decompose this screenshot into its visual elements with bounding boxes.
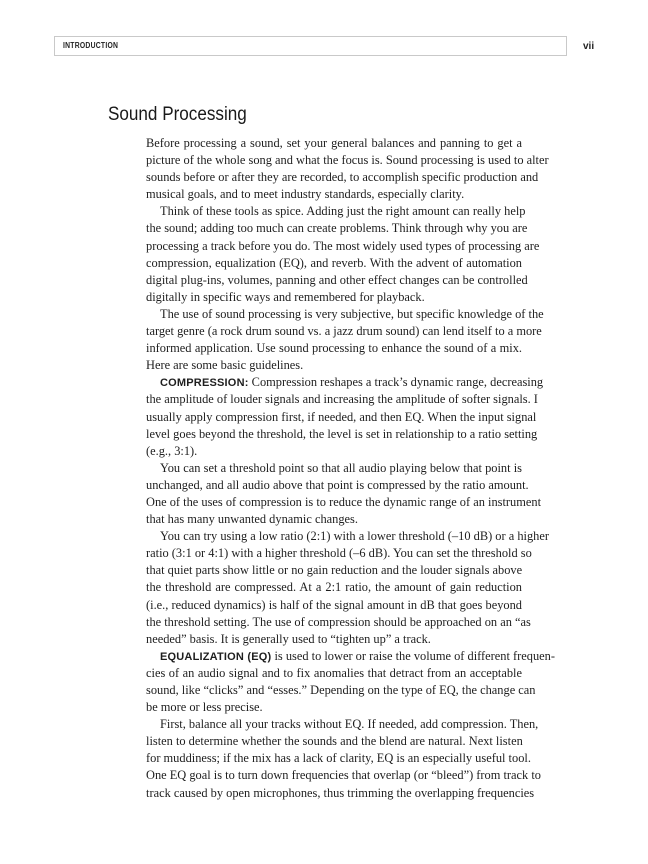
line-text: sound, like “clicks” and “esses.” Depending on the type of EQ, the change can	[146, 683, 536, 697]
text-line	[146, 460, 522, 477]
text-line	[146, 631, 522, 648]
text-line	[146, 289, 522, 306]
line-text: musical goals, and to meet industry standards, especially clarity.	[146, 187, 465, 202]
text-line	[146, 733, 522, 750]
line-text: You can set a threshold point so that all audio playing below that point is	[160, 460, 522, 475]
line-text: One of the uses of compression is to reduce the dynamic range of an instrument	[146, 494, 542, 509]
section-title: Sound Processing	[108, 104, 247, 125]
text-line	[146, 562, 522, 579]
text-line	[146, 494, 542, 511]
text-line	[146, 374, 544, 391]
text-line	[146, 579, 522, 596]
text-line	[146, 306, 544, 323]
line-text: level goes beyond the threshold, the level is set in relationship to a ratio setting	[146, 426, 538, 441]
body-text	[146, 135, 555, 802]
line-text: (i.e., reduced dynamics) is half of the signal amount in dB that goes beyond	[146, 597, 522, 612]
line-text: that quiet parts show little or no gain reduction and the louder signals above	[146, 563, 523, 578]
line-text: sounds before or after they are recorded, to accomplish specific production and	[146, 170, 539, 185]
running-head: INTRODUCTION	[63, 41, 119, 50]
running-header-box	[54, 36, 567, 56]
line-text: is used to lower or raise the volume of different frequen-	[271, 648, 555, 663]
paragraph	[146, 648, 555, 716]
line-text: picture of the whole song and what the focus is. Sound processing is used to alter	[146, 153, 549, 168]
text-line	[146, 323, 542, 340]
line-text: processing a track before you do. The most widely used types of processing are	[146, 238, 540, 253]
line-text: be more or less precise.	[146, 700, 263, 715]
line-text: Before processing a sound, set your general balances and panning to get a	[146, 136, 522, 150]
line-text: You can try using a low ratio (2:1) with a lower threshold (–10 dB) or a higher	[160, 529, 549, 544]
line-text: ratio (3:1 or 4:1) with a higher threshold (–6 dB). You can set the threshold so	[146, 546, 532, 561]
text-line	[146, 426, 538, 443]
text-line	[146, 255, 522, 272]
line-text: that has many unwanted dynamic changes.	[146, 512, 358, 527]
line-text: the sound; adding too much can create problems. Think through why you are	[146, 221, 528, 236]
text-line	[146, 545, 532, 562]
paragraph	[146, 306, 544, 374]
line-text: the threshold are compressed. At a 2:1 ratio, the amount of gain reduction	[146, 580, 522, 595]
text-line	[146, 186, 522, 203]
text-line	[146, 135, 522, 152]
text-line	[146, 409, 537, 426]
text-line	[146, 614, 531, 631]
text-line	[146, 169, 539, 186]
text-line	[146, 340, 522, 357]
text-line	[146, 528, 549, 545]
run-in-heading: COMPRESSION:	[160, 377, 249, 390]
page-number: vii	[583, 41, 595, 52]
text-line	[146, 767, 541, 784]
line-text: Compression reshapes a track’s dynamic range, decreasing	[248, 375, 544, 390]
paragraph	[146, 460, 542, 528]
line-text: First, balance all your tracks without EQ. If needed, add compression. Then,	[160, 717, 539, 732]
line-text: The use of sound processing is very subjective, but specific knowledge of the	[160, 306, 544, 321]
line-text: for muddiness; if the mix has a lack of clarity, EQ is an especially useful tool.	[146, 751, 531, 766]
line-text: track caused by open microphones, thus trimming the overlapping frequencies	[146, 785, 535, 800]
line-text: target genre (a rock drum sound vs. a jazz drum sound) can lend itself to a more	[146, 324, 542, 339]
text-line	[146, 443, 522, 460]
text-line	[146, 716, 539, 733]
text-line	[146, 238, 540, 255]
line-text: needed” basis. It is generally used to “tighten up” a track.	[146, 631, 431, 646]
line-text: informed application. Use sound processing to enhance the sound of a mix.	[146, 341, 522, 356]
paragraph	[146, 135, 549, 203]
line-text: digitally in specific ways and remembered for playback.	[146, 289, 425, 304]
paragraph	[146, 203, 540, 306]
text-line	[146, 152, 549, 169]
line-text: unchanged, and all audio above that point is compressed by the ratio amount.	[146, 477, 529, 492]
run-in-heading: EQUALIZATION (EQ)	[160, 650, 272, 663]
text-line	[146, 785, 535, 802]
text-line	[146, 220, 528, 237]
line-text: (e.g., 3:1).	[146, 443, 198, 458]
text-line	[146, 357, 522, 374]
paragraph	[146, 374, 544, 459]
line-text: usually apply compression first, if needed, and then EQ. When the input signal	[146, 409, 537, 424]
text-line	[146, 391, 538, 408]
line-text: the threshold setting. The use of compression should be approached on an “as	[146, 614, 531, 629]
line-text: listen to determine whether the sounds and the blend are natural. Next listen	[146, 734, 523, 749]
line-text: the amplitude of louder signals and increasing the amplitude of softer signals. I	[146, 392, 538, 407]
line-text: One EQ goal is to turn down frequencies that overlap (or “bleed”) from track to	[146, 768, 541, 783]
text-line	[146, 272, 528, 289]
text-line	[146, 682, 536, 699]
line-text: compression, equalization (EQ), and reverb. With the advent of automation	[146, 255, 522, 270]
text-line	[146, 699, 522, 716]
paragraph	[146, 716, 541, 801]
line-text: Think of these tools as spice. Adding just the right amount can really help	[160, 204, 526, 219]
line-text: Here are some basic guidelines.	[146, 358, 304, 373]
line-text: cies of an audio signal and to fix anomalies that detract from an acceptable	[146, 665, 522, 680]
text-line	[146, 750, 531, 767]
paragraph	[146, 528, 549, 648]
text-line	[146, 665, 522, 682]
text-line	[146, 203, 526, 220]
text-line	[146, 511, 522, 528]
text-line	[146, 597, 522, 614]
text-line	[146, 477, 529, 494]
line-text: digital plug-ins, volumes, panning and other effect changes can be controlled	[146, 272, 528, 287]
text-line	[146, 648, 555, 665]
